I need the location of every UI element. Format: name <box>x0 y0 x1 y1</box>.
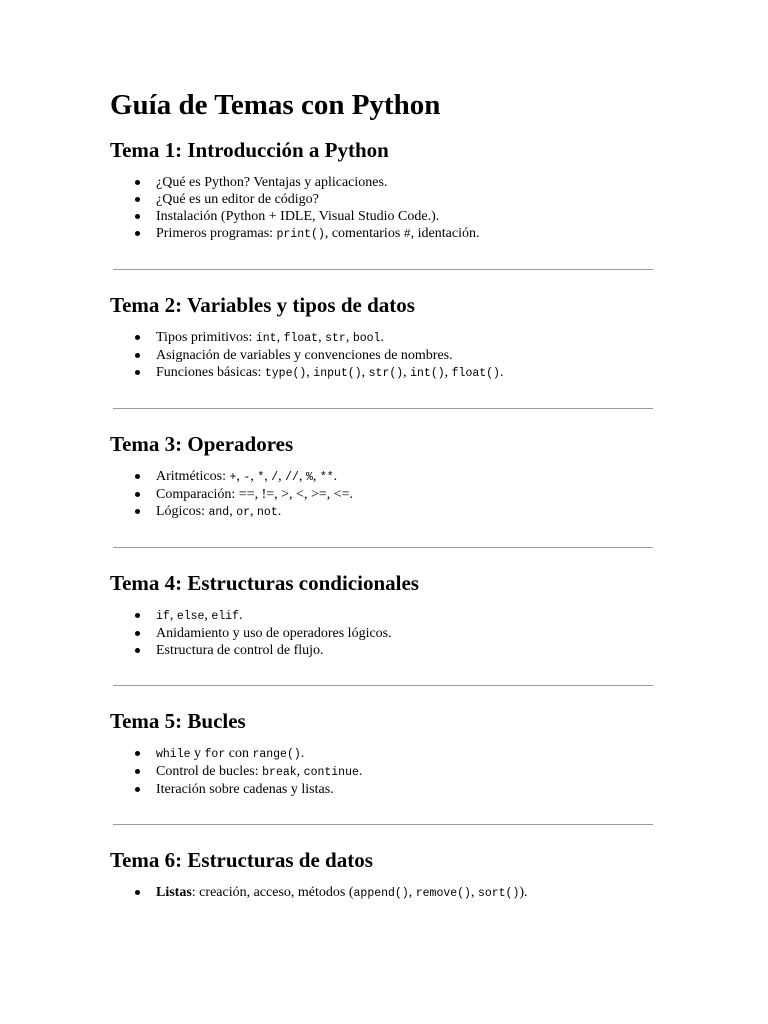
page-title: Guía de Temas con Python <box>110 89 441 121</box>
section-heading-tema-4: Tema 4: Estructuras condicionales <box>110 571 419 595</box>
section-list-tema-6 <box>110 884 655 902</box>
section-list-tema-3 <box>110 468 655 521</box>
list-item: Control de bucles: break, continue. <box>156 763 655 781</box>
list-item: Iteración sobre cadenas y listas. <box>156 781 655 798</box>
list-item: Tipos primitivos: int, float, str, bool. <box>156 329 655 347</box>
list-item: Comparación: ==, !=, >, <, >=, <=. <box>156 486 655 503</box>
section-heading-tema-6: Tema 6: Estructuras de datos <box>110 848 373 872</box>
section-heading-tema-3: Tema 3: Operadores <box>110 432 294 456</box>
section-heading-tema-5: Tema 5: Bucles <box>110 709 246 733</box>
section-list-tema-5 <box>110 745 655 798</box>
list-item: Anidamiento y uso de operadores lógicos. <box>156 625 655 642</box>
list-item: Primeros programas: print(), comentarios #, identación. <box>156 225 655 243</box>
list-item: ¿Qué es Python? Ventajas y aplicaciones. <box>156 174 655 191</box>
list-item: Estructura de control de flujo. <box>156 642 655 659</box>
section-divider <box>113 547 653 548</box>
list-item: ¿Qué es un editor de código? <box>156 191 655 208</box>
section-divider <box>113 408 653 409</box>
list-item: while y for con range(). <box>156 745 655 763</box>
section-heading-tema-2: Tema 2: Variables y tipos de datos <box>110 293 415 317</box>
section-list-tema-4 <box>110 607 655 659</box>
section-heading-tema-1: Tema 1: Introducción a Python <box>110 138 389 162</box>
section-list-tema-2 <box>110 329 655 382</box>
section-divider <box>113 685 653 686</box>
list-item: Lógicos: and, or, not. <box>156 503 655 521</box>
section-list-tema-1 <box>110 174 655 243</box>
section-divider <box>113 824 653 825</box>
list-item: Aritméticos: +, -, *, /, //, %, **. <box>156 468 655 486</box>
list-item: if, else, elif. <box>156 607 655 625</box>
list-item: Asignación de variables y convenciones de nombres. <box>156 347 655 364</box>
list-item: Listas: creación, acceso, métodos (append(), remove(), sort()). <box>156 884 655 902</box>
list-item: Instalación (Python + IDLE, Visual Studio Code.). <box>156 208 655 225</box>
section-divider <box>113 269 653 270</box>
list-item: Funciones básicas: type(), input(), str(), int(), float(). <box>156 364 655 382</box>
document-page <box>110 0 655 902</box>
